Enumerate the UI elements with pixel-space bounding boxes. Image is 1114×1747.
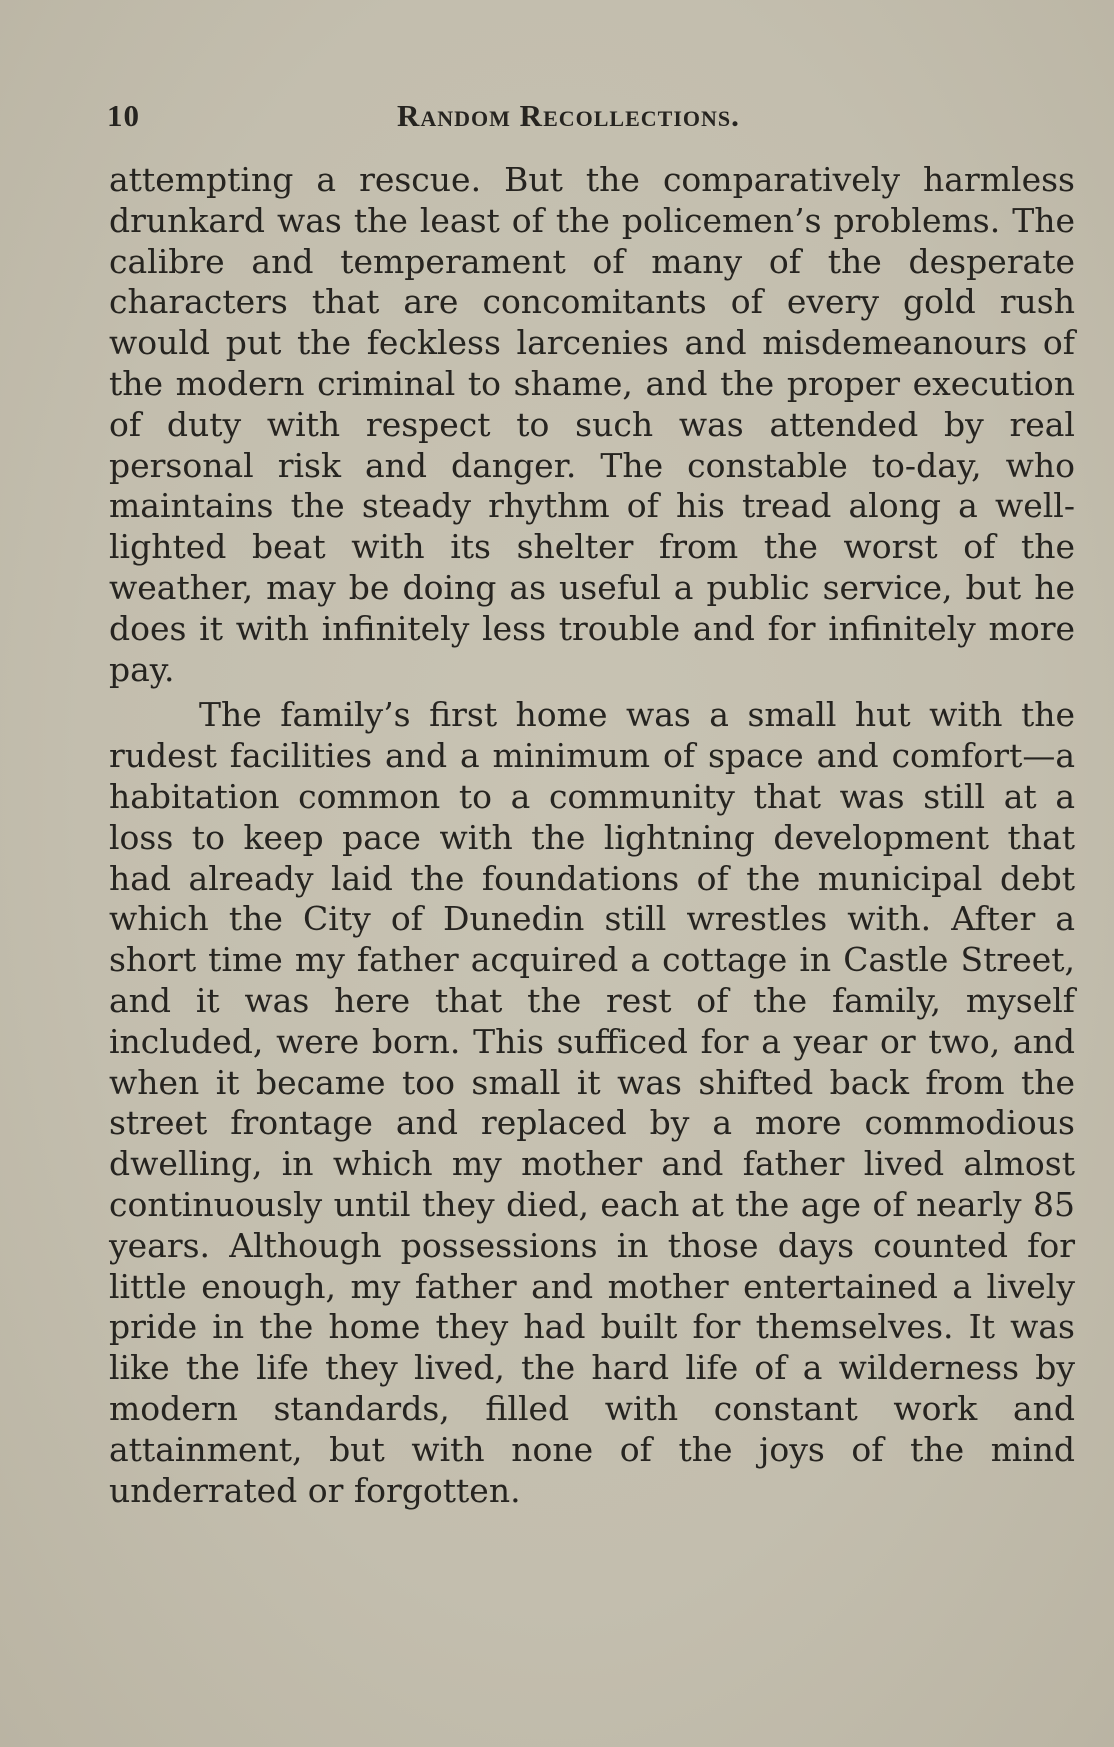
paragraph-continued: attempting a rescue. But the comparatively harmless drunkard was the least of the policemen’s problems. The calibre and temperament of many of the desperate characters that are concomitants of every gold rush would put the feckless larcenies and misdemeanours of the modern criminal to shame, and the proper execution of duty with respect to such was attended by real personal risk and danger. The constable to-day, who maintains the steady rhythm of his tread along a well-lighted beat with its shelter from the worst of the weather, may be doing as useful a public service, but he does it with infinitely less trouble and for infinitely more pay. [109,160,1075,689]
body-text [109,160,1075,1511]
running-title: Random Recollections. [397,98,740,133]
running-head [107,98,1075,142]
paragraph-family-home: The family’s first home was a small hut with the rudest facilities and a minimum of space and comfort—a habitation common to a community that was still at a loss to keep pace with the lightning development that had already laid the foundations of the municipal debt which the City of Dunedin still wrestles with. After a short time my father acquired a cottage in Castle Street, and it was here that the rest of the family, myself included, were born. This sufficed for a year or two, and when it became too small it was shifted back from the street frontage and replaced by a more commodious dwelling, in which my mother and father lived almost continuously until they died, each at the age of nearly 85 years. Although possessions in those days counted for little enough, my father and mother entertained a lively pride in the home they had built for themselves. It was like the life they lived, the hard life of a wilderness by modern standards, filled with constant work and attainment, but with none of the joys of the mind underrated or forgotten. [109,695,1075,1510]
page-number: 10 [107,98,140,133]
